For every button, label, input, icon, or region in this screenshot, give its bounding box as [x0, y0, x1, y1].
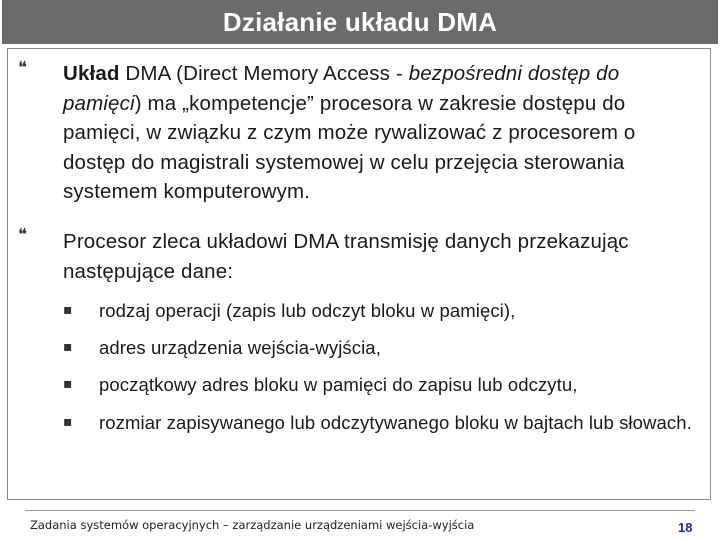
footer-divider: [25, 510, 695, 511]
square-bullet-icon: ▪: [63, 414, 73, 430]
quote-bullet-icon: ❝: [18, 58, 28, 78]
list-item-text: adres urządzenia wejścia-wyjścia,: [99, 337, 381, 358]
square-bullet-icon: ▪: [63, 376, 73, 392]
footer-text: Zadania systemów operacyjnych – zarządzanie urządzeniami wejścia-wyjścia: [30, 518, 475, 532]
title-bar: [2, 0, 718, 44]
footer: [0, 510, 720, 540]
list-item-text: rodzaj operacji (zapis lub odczyt bloku w pamięci),: [99, 300, 516, 321]
quote-bullet-icon: ❝: [18, 225, 28, 245]
square-bullet-icon: ▪: [63, 339, 73, 355]
page-number: 18: [678, 520, 693, 535]
paragraph-strong: Układ: [63, 62, 120, 85]
paragraph-processor: Procesor zleca układowi DMA transmisję danych przekazując następujące dane:: [63, 230, 629, 283]
square-bullet-icon: ▪: [63, 302, 73, 318]
list-item-text: początkowy adres bloku w pamięci do zapisu lub odczytu,: [99, 374, 578, 395]
paragraph-dma-definition: [63, 59, 703, 207]
paragraph-text-2: ) ma „kompetencje” procesora w zakresie dostępu do pamięci, w związku z czym może rywalizować z procesorem o dostęp do magistrali systemowej w celu przejęcia sterowania systemem komputerowym.: [63, 91, 636, 203]
paragraph-italic: bezpośredni dostęp do pamięci: [63, 62, 620, 115]
paragraph-text-1: DMA (Direct Memory Access -: [119, 62, 409, 85]
slide-title: Działanie układu DMA: [222, 6, 498, 37]
list-item-text: rozmiar zapisywanego lub odczytywanego bloku w bajtach lub słowach.: [99, 412, 692, 433]
